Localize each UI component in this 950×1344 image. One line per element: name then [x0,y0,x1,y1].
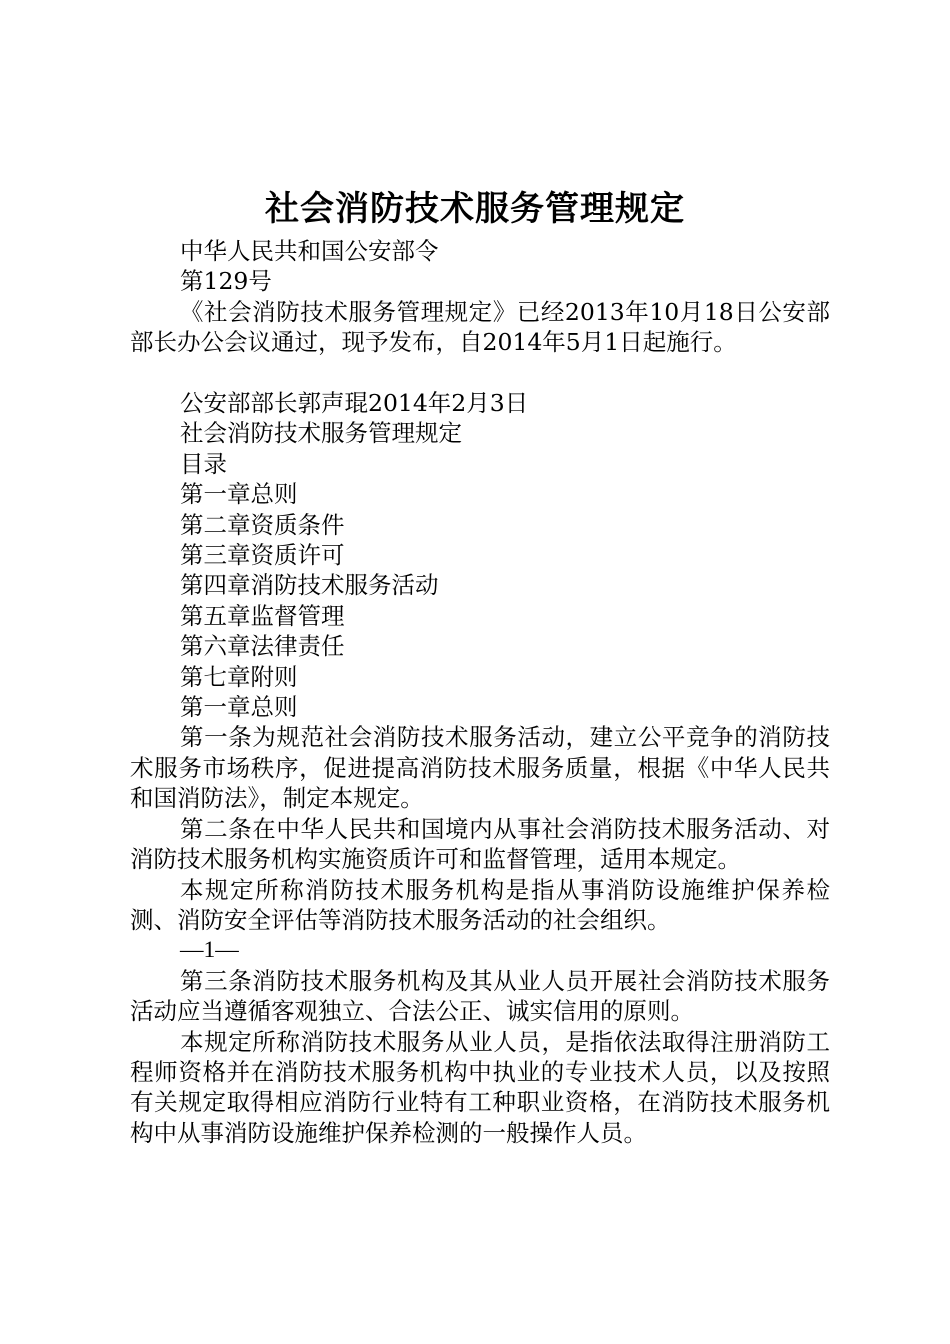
toc-item: 第六章法律责任 [180,632,345,661]
article-paragraph: 本规定所称消防技术服务从业人员，是指依法取得注册消防工程师资格并在消防技术服务机构中执业的专业技术人员，以及按照有关规定取得相应消防行业特有工种职业资格，在消防技术服务机构中从事消防设施维护保养检测的一般操作人员。 [130,1027,830,1147]
toc-item: 第五章监督管理 [180,601,345,630]
paragraph-toc-heading: 目录 [180,449,227,478]
article-paragraph: 第三条消防技术服务机构及其从业人员开展社会消防技术服务活动应当遵循客观独立、合法公正、诚实信用的原则。 [130,966,830,1026]
paragraph-announcement: 《社会消防技术服务管理规定》已经2013年10月18日公安部部长办公会议通过，现予发布，自2014年5月1日起施行。 [130,297,830,357]
toc-item: 第七章附则 [180,662,298,691]
document-body [130,236,830,1148]
article-paragraph: 第一条为规范社会消防技术服务活动，建立公平竞争的消防技术服务市场秩序，促进提高消防技术服务质量，根据《中华人民共和国消防法》，制定本规定。 [130,723,830,813]
document-title: 社会消防技术服务管理规定 [265,189,685,229]
chapter-heading: 第一章总则 [180,693,298,722]
paragraph-decree-issuer: 中华人民共和国公安部令 [180,237,439,265]
paragraph-regulation-name: 社会消防技术服务管理规定 [180,419,462,448]
paragraph-decree-number: 第129号 [180,267,272,296]
toc-item: 第一章总则 [180,480,298,509]
toc-item: 第二章资质条件 [180,510,345,539]
toc-item: 第四章消防技术服务活动 [180,571,439,600]
article-paragraph: 第二条在中华人民共和国境内从事社会消防技术服务活动、对消防技术服务机构实施资质许可和监督管理，适用本规定。 [130,814,830,874]
article-paragraph: 本规定所称消防技术服务机构是指从事消防设施维护保养检测、消防安全评估等消防技术服务活动的社会组织。 [130,875,830,934]
page-number-marker: —1— [180,937,239,964]
blank-line [130,358,830,388]
toc-item: 第三章资质许可 [180,541,345,570]
paragraph-signature: 公安部部长郭声琨2014年2月3日 [180,389,529,418]
